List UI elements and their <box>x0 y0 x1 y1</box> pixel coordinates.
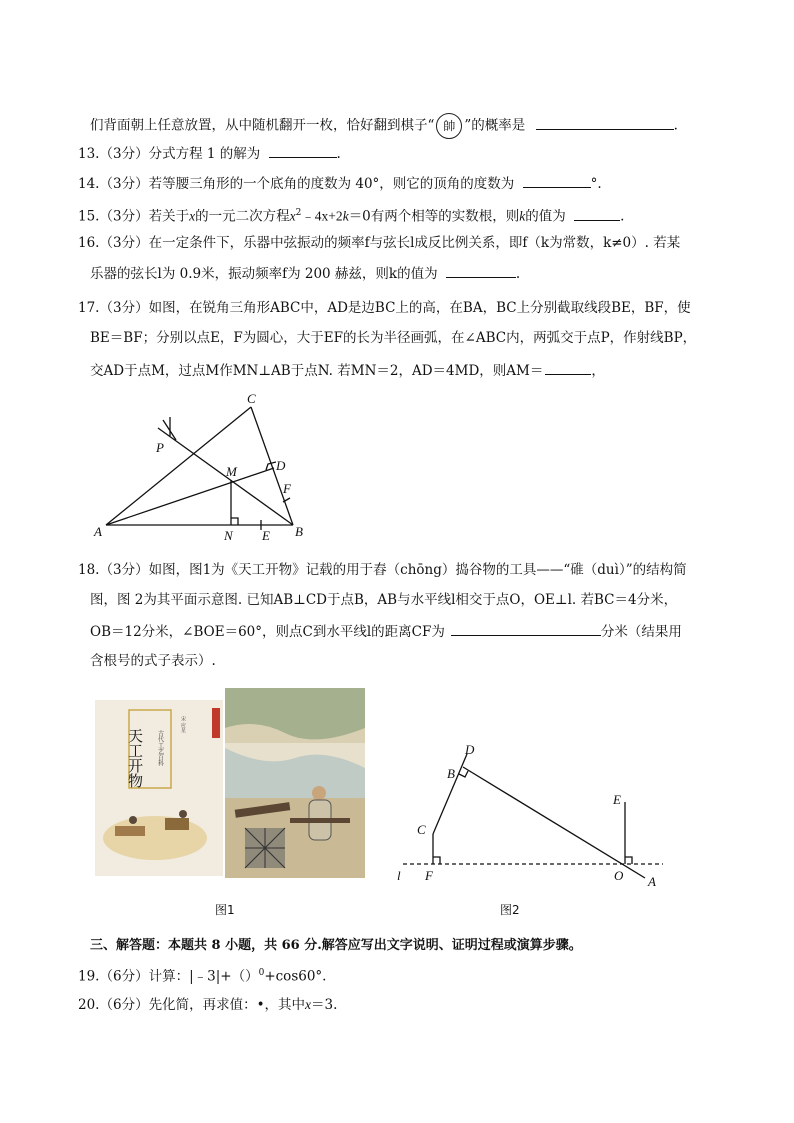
question-18-line4 <box>90 651 216 671</box>
label-D2: D <box>465 742 475 757</box>
q18-line3b: 分米（结果用 <box>600 624 682 640</box>
q13-text: 分式方程 1 的解为 <box>148 146 261 162</box>
q13-answer-blank[interactable] <box>269 143 337 158</box>
q15-pre: 若关于 <box>148 208 190 225</box>
chess-piece-icon: 帥 <box>436 113 462 139</box>
q17-score: （3分） <box>99 300 149 316</box>
q12-text-before: 们背面朝上任意放置，从中随机翻开一枚，恰好翻到棋子“ <box>90 117 435 134</box>
label-O2: O <box>614 868 624 883</box>
q19-tail: +cos60°. <box>264 968 327 985</box>
right-angle-n <box>231 518 238 525</box>
q20-tail: ＝3. <box>311 997 338 1013</box>
q15-sup: 2 <box>295 208 302 218</box>
q12-tail-line <box>90 113 678 139</box>
question-14 <box>78 173 602 194</box>
q14-answer-blank[interactable] <box>523 173 591 188</box>
line-ab <box>463 767 645 878</box>
q15-eq-rest: ﹣4x+2 <box>301 208 343 224</box>
book-title: 天工开物 <box>126 728 144 788</box>
q14-score: （3分） <box>99 176 149 192</box>
q19-text: 计算：|﹣3|+（） <box>148 968 259 985</box>
q17-line1: 如图，在锐角三角形ABC中，AD是边BC上的高，在BA，BC上分别截取线段BE，BF，使 <box>148 300 691 316</box>
q18-line2: 图，图 2为其平面示意图. 已知AB⊥CD于点B，AB与水平线l相交于点O，OE⊥l. 若BC＝4分米， <box>90 592 678 608</box>
label-B: B <box>295 524 303 539</box>
label-C: C <box>247 391 256 406</box>
label-E2: E <box>613 792 621 807</box>
question-18-line2 <box>90 590 677 610</box>
question-17-line2 <box>90 328 696 348</box>
q12-text-after: ”的概率是 <box>464 117 526 134</box>
q15-number: 15. <box>78 208 100 225</box>
q18-line4: 含根号的式子表示）. <box>90 653 216 669</box>
q13-end: . <box>336 146 341 162</box>
side-bc <box>251 407 293 525</box>
q19-score: （6分） <box>99 968 149 985</box>
q15-var-k2: k <box>519 208 526 224</box>
q13-number: 13. <box>78 146 100 162</box>
label-P: P <box>156 440 164 455</box>
q18-line3a: OB＝12分米，∠BOE＝60°，则点C到水平线l的距离CF为 <box>90 624 445 640</box>
q17-line2: BE＝BF；分别以点E，F为圆心，大于EF的长为半径画弧，在∠ABC内，两弧交于点P，作射线BP， <box>90 330 697 346</box>
figure-2-caption: 图2 <box>500 903 520 917</box>
right-angle-f <box>433 857 440 864</box>
right-angle-b <box>459 771 468 777</box>
q12-answer-blank[interactable] <box>536 115 674 130</box>
q19-sup: 0 <box>258 968 265 978</box>
q16-number: 16. <box>78 235 100 251</box>
label-l: l <box>397 868 401 883</box>
question-13 <box>78 143 341 164</box>
question-20 <box>78 995 337 1015</box>
q13-score: （3分） <box>99 146 149 162</box>
book-subtitle: 古代工艺百科 <box>156 730 164 766</box>
q20-number: 20. <box>78 997 100 1013</box>
altitude-ad <box>106 468 274 525</box>
right-angle-o <box>625 857 632 864</box>
q18-score: （3分） <box>99 562 149 578</box>
question-17-line3 <box>90 360 605 381</box>
q19-number: 19. <box>78 968 100 985</box>
label-N: N <box>224 528 233 543</box>
q18-number: 18. <box>78 562 100 578</box>
figure-1-caption: 图1 <box>215 903 235 917</box>
q16-line2: 乐器的弦长l为 0.9米，振动频率f为 200 赫兹，则k的值为 <box>90 266 438 282</box>
q17-answer-blank[interactable] <box>545 360 591 375</box>
q12-end: . <box>673 117 678 134</box>
q17-end: ， <box>591 363 605 379</box>
q15-end: . <box>620 208 625 225</box>
question-16-line2 <box>90 263 520 284</box>
q16-score: （3分） <box>99 235 149 251</box>
q15-mid: 的一元二次方程 <box>195 208 290 225</box>
worker-head <box>312 786 326 800</box>
q18-line1: 如图，图1为《天工开物》记载的用于舂（chōng）捣谷物的工具——“碓（duì）”的结构简 <box>148 562 687 578</box>
q15-var-x: x <box>189 208 196 224</box>
q15-eq-x: x <box>289 208 296 224</box>
q16-end: . <box>515 266 521 282</box>
book-author: 宋 应星 <box>180 716 186 733</box>
label-C2: C <box>417 822 426 837</box>
question-17-line1 <box>78 298 691 318</box>
question-19 <box>78 963 326 987</box>
label-F: F <box>283 481 291 496</box>
q17-triangle-figure <box>90 390 320 550</box>
q15-answer-blank[interactable] <box>574 206 620 221</box>
q15-var-k: k <box>342 208 349 224</box>
label-D: D <box>276 458 286 473</box>
label-A2: A <box>648 874 656 889</box>
cover-illustration <box>103 816 207 860</box>
q15-score: （3分） <box>99 208 149 225</box>
q16-answer-blank[interactable] <box>446 263 516 278</box>
label-F2: F <box>425 868 433 883</box>
figure-1-image <box>95 688 365 878</box>
label-M: M <box>226 464 237 479</box>
question-16-line1 <box>78 233 680 253</box>
q20-var-x: x <box>305 997 312 1012</box>
q14-end: °. <box>590 176 602 192</box>
q14-text: 若等腰三角形的一个底角的度数为 40°，则它的顶角的度数为 <box>148 176 515 192</box>
q14-number: 14. <box>78 176 100 192</box>
q15-eq-end: ＝0有两个相等的实数根，则 <box>348 208 520 225</box>
book-red-spine <box>212 708 220 738</box>
label-A: A <box>94 524 102 539</box>
q20-score: （6分） <box>99 997 149 1013</box>
q18-answer-blank[interactable] <box>451 621 601 636</box>
q15-tail: 的值为 <box>525 208 566 225</box>
label-B2: B <box>447 766 455 781</box>
q16-line1: 在一定条件下，乐器中弦振动的频率f与弦长l成反比例关系，即f（k为常数，k≠0）. 若某 <box>148 235 681 251</box>
q17-line3: 交AD于点M，过点M作MN⊥AB于点N. 若MN＝2，AD＝4MD，则AM＝ <box>90 363 544 379</box>
figure-2-diagram <box>395 740 675 890</box>
label-E: E <box>262 528 270 543</box>
question-15 <box>78 203 624 227</box>
q20-text: 先化简，再求值：•，其中 <box>148 997 306 1013</box>
section-3-header: 三、解答题：本题共 8 小题，共 66 分.解答应写出文字说明、证明过程或演算步骤。 <box>90 938 582 953</box>
q17-number: 17. <box>78 300 100 316</box>
question-18-line1 <box>78 560 687 580</box>
question-18-line3 <box>90 621 682 642</box>
